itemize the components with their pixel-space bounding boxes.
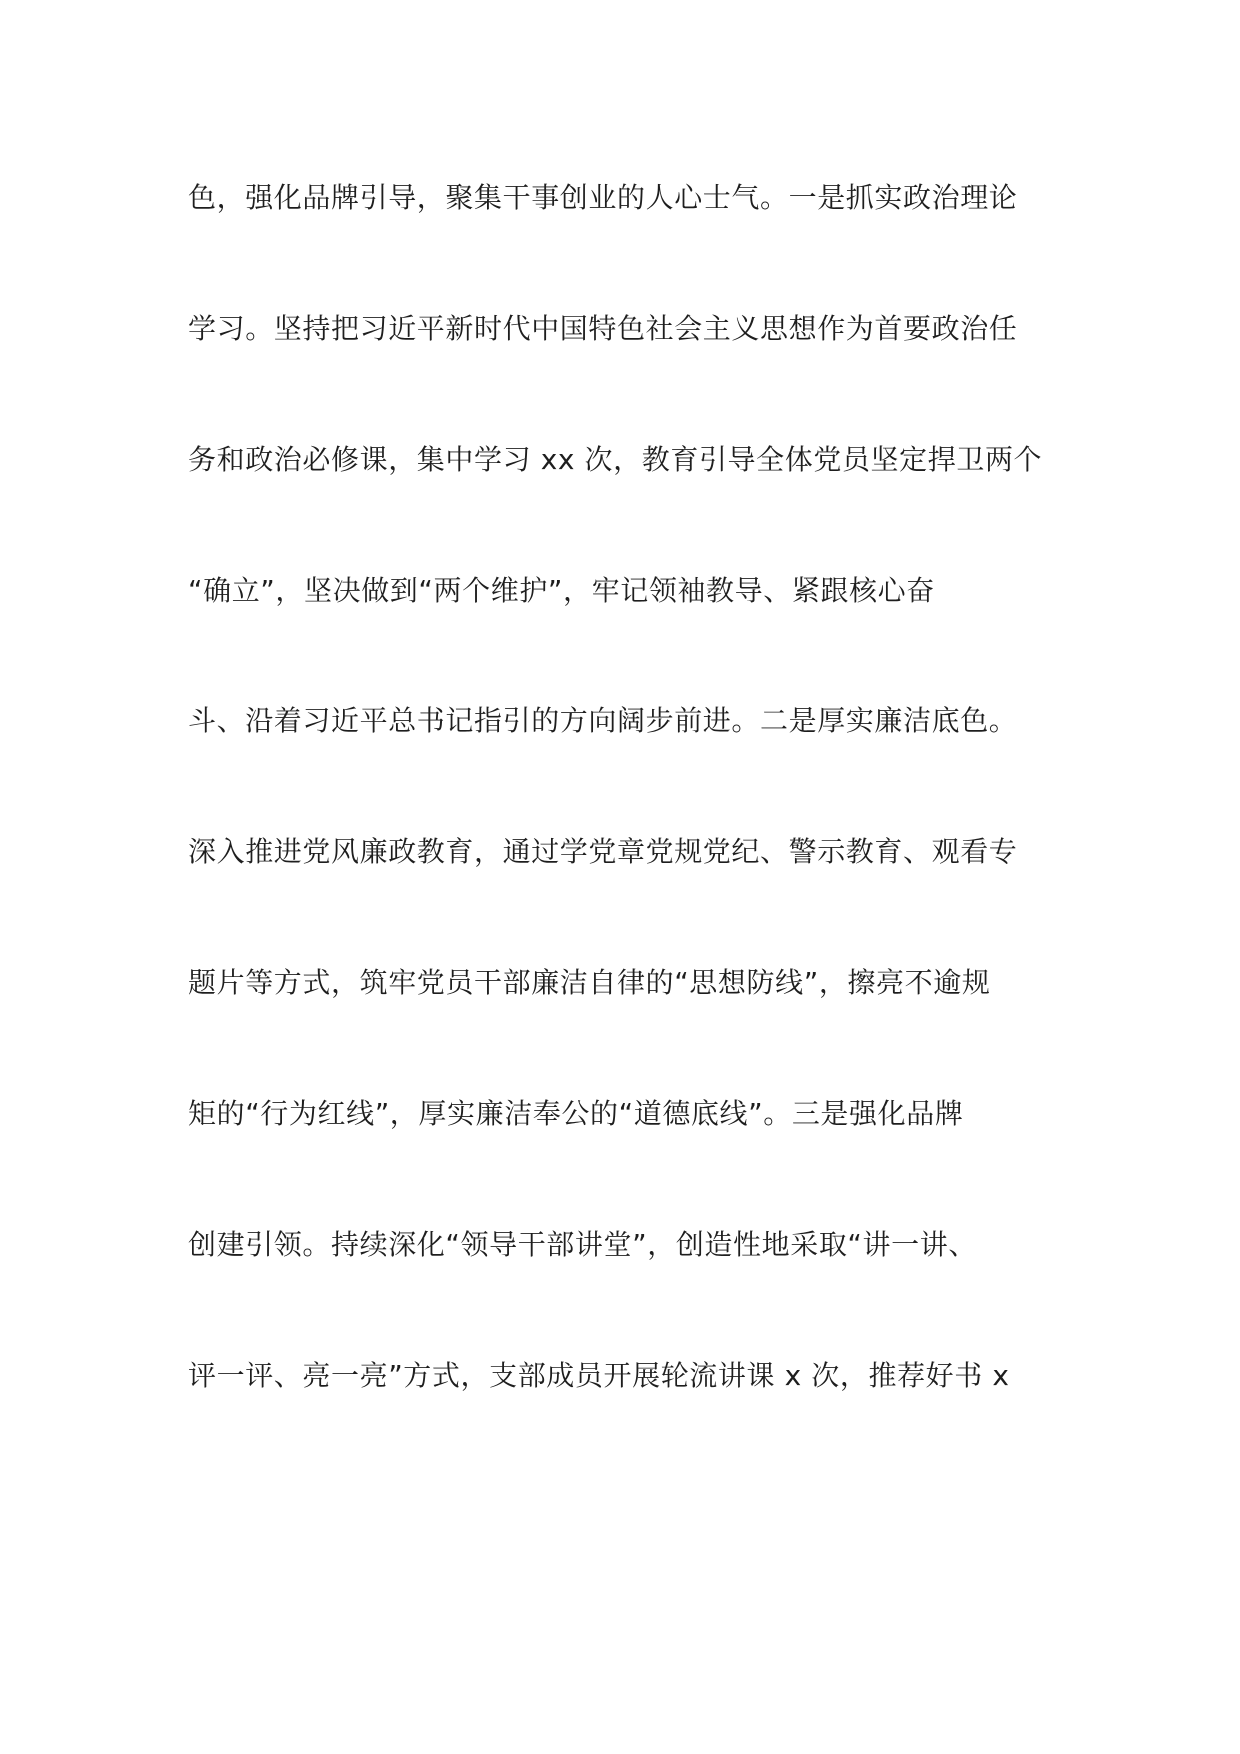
body-text-line: “确立”，坚决做到“两个维护”，牢记领袖教导、紧跟核心奋 — [188, 574, 935, 607]
body-text-line: 斗、沿着习近平总书记指引的方向阔步前进。二是厚实廉洁底色。 — [188, 704, 1018, 737]
body-text-line: 学习。坚持把习近平新时代中国特色社会主义思想作为首要政治任 — [188, 312, 1018, 345]
body-text-line: 矩的“行为红线”，厚实廉洁奉公的“道德底线”。三是强化品牌 — [188, 1097, 964, 1130]
body-text-line: 创建引领。持续深化“领导干部讲堂”，创造性地采取“讲一讲、 — [188, 1228, 977, 1261]
body-text-line: 题片等方式，筑牢党员干部廉洁自律的“思想防线”，擦亮不逾规 — [188, 966, 991, 999]
body-text-line: 色，强化品牌引导，聚集干事创业的人心士气。一是抓实政治理论 — [188, 181, 1018, 214]
body-text-line: 深入推进党风廉政教育，通过学党章党规党纪、警示教育、观看专 — [188, 835, 1018, 868]
body-text-line: 评一评、亮一亮”方式，支部成员开展轮流讲课 x 次，推荐好书 x — [188, 1359, 1010, 1392]
body-text-line: 务和政治必修课，集中学习 xx 次，教育引导全体党员坚定捍卫两个 — [188, 443, 1043, 476]
